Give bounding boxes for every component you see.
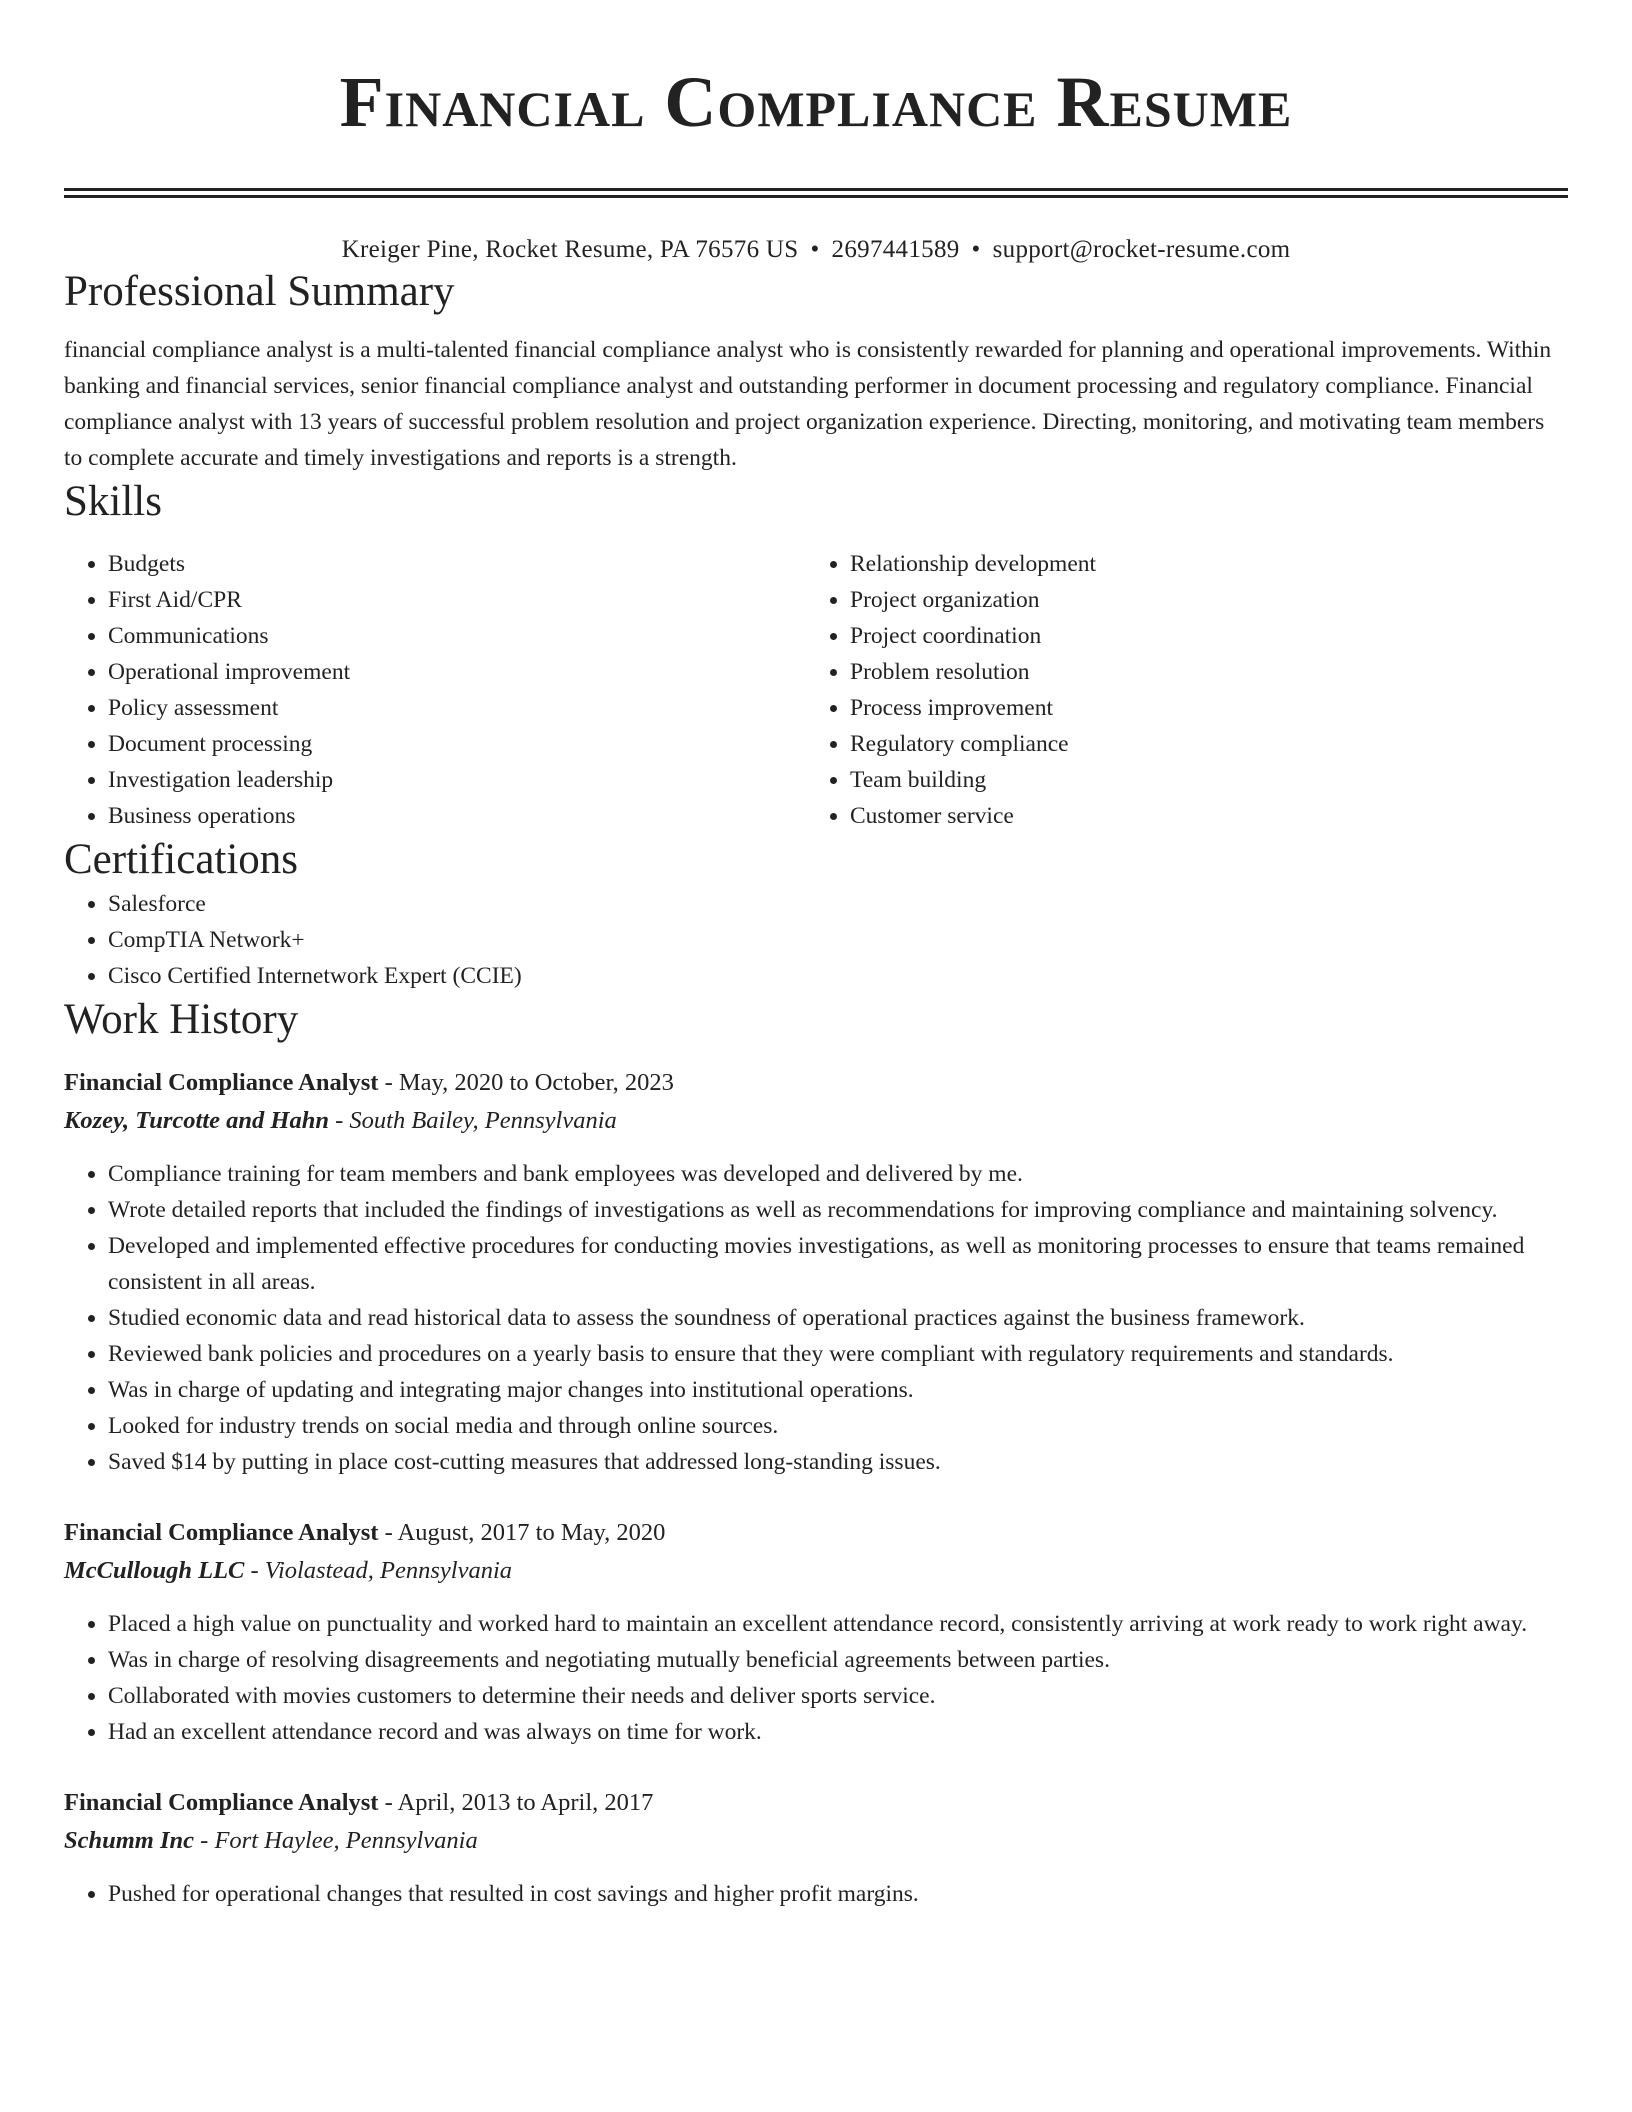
- job-bullet: • Reviewed bank policies and procedures on a yearly basis to ensure that they were compliant with regulatory requirements and standards.: [108, 1336, 1568, 1372]
- skill-item: • Investigation leadership: [108, 762, 806, 798]
- company-line: [64, 1102, 1568, 1140]
- job-bullet: • Placed a high value on punctuality and worked hard to maintain an excellent attendance record, consistently arriving at work ready to work right away.: [108, 1606, 1568, 1642]
- job-bullet: • Studied economic data and read historical data to assess the soundness of operational practices against the business framework.: [108, 1300, 1568, 1336]
- job-title: Financial Compliance Analyst: [64, 1069, 379, 1096]
- resume-page: [64, 0, 1568, 1912]
- skill-item: • Project organization: [850, 582, 1548, 618]
- skills-list-left: [64, 546, 806, 834]
- work-history-heading: Work History: [64, 996, 299, 1043]
- job-dates: - April, 2013 to April, 2017: [378, 1789, 654, 1816]
- company-location: - Fort Haylee, Pennsylvania: [194, 1827, 478, 1854]
- certifications-heading: Certifications: [64, 836, 299, 883]
- bullet-separator: •: [971, 236, 981, 263]
- skills-list-right: [806, 546, 1548, 834]
- skill-item: • Budgets: [108, 546, 806, 582]
- skill-item: • Process improvement: [850, 690, 1548, 726]
- job-title: Financial Compliance Analyst: [64, 1519, 379, 1546]
- job-bullet: • Wrote detailed reports that included the findings of investigations as well as recommendations for improving compliance and maintaining solvency.: [108, 1192, 1568, 1228]
- company-location: - South Bailey, Pennsylvania: [328, 1107, 617, 1134]
- skill-item: • Policy assessment: [108, 690, 806, 726]
- skill-item: • Team building: [850, 762, 1548, 798]
- job-bullet: • Developed and implemented effective procedures for conducting movies investigations, as well as monitoring processes to ensure that teams remained consistent in all areas.: [108, 1228, 1568, 1300]
- skill-item: • Document processing: [108, 726, 806, 762]
- job-dates: - August, 2017 to May, 2020: [378, 1519, 666, 1546]
- contact-phone: 2697441589: [831, 236, 960, 263]
- job-bullet: • Looked for industry trends on social media and through online sources.: [108, 1408, 1568, 1444]
- page-title: Financial Compliance Resume: [339, 62, 1293, 142]
- skill-item: • Communications: [108, 618, 806, 654]
- job-bullet: • Was in charge of resolving disagreements and negotiating mutually beneficial agreements between parties.: [108, 1642, 1568, 1678]
- bullet-separator: •: [810, 236, 820, 263]
- skill-item: • Operational improvement: [108, 654, 806, 690]
- job-bullet: • Collaborated with movies customers to determine their needs and deliver sports service.: [108, 1678, 1568, 1714]
- job-entry: [64, 1784, 1568, 1912]
- job-bullets: [64, 1606, 1568, 1750]
- company-name: McCullough LLC: [64, 1557, 245, 1584]
- contact-address: Kreiger Pine, Rocket Resume, PA 76576 US: [341, 236, 799, 263]
- skills-heading: Skills: [64, 478, 162, 525]
- job-bullet: • Had an excellent attendance record and was always on time for work.: [108, 1714, 1568, 1750]
- company-name: Kozey, Turcotte and Hahn: [64, 1107, 329, 1134]
- job-title-line: [64, 1064, 1568, 1102]
- job-bullets: [64, 1876, 1568, 1912]
- job-bullet: • Pushed for operational changes that resulted in cost savings and higher profit margins.: [108, 1876, 1568, 1912]
- job-entry: [64, 1064, 1568, 1480]
- job-dates: - May, 2020 to October, 2023: [378, 1069, 674, 1096]
- job-bullet: • Saved $14 by putting in place cost-cutting measures that addressed long-standing issues.: [108, 1444, 1568, 1480]
- certification-item: • Salesforce: [108, 886, 1568, 922]
- summary-text: financial compliance analyst is a multi-talented financial compliance analyst who is consistently rewarded for planning and operational improvements. Within banking and financial services, senior financial compliance analyst and outstanding performer in document processing and regulatory compliance. Financial compliance analyst with 13 years of successful problem resolution and project organization experience. Directing, monitoring, and motivating team members to complete accurate and timely investigations and reports is a strength.: [64, 337, 1552, 471]
- skill-item: • Problem resolution: [850, 654, 1548, 690]
- company-location: - Violastead, Pennsylvania: [244, 1557, 513, 1584]
- job-bullet: • Was in charge of updating and integrating major changes into institutional operations.: [108, 1372, 1568, 1408]
- job-title: Financial Compliance Analyst: [64, 1789, 379, 1816]
- job-bullets: [64, 1156, 1568, 1480]
- job-title-line: [64, 1784, 1568, 1822]
- skill-item: • Relationship development: [850, 546, 1548, 582]
- title-divider: [64, 188, 1568, 198]
- skill-item: • Customer service: [850, 798, 1548, 834]
- company-name: Schumm Inc: [64, 1827, 195, 1854]
- certifications-list: [64, 886, 1568, 994]
- company-line: [64, 1822, 1568, 1860]
- job-entry: [64, 1514, 1568, 1750]
- summary-heading: Professional Summary: [64, 268, 455, 315]
- company-line: [64, 1552, 1568, 1590]
- contact-email: support@rocket-resume.com: [992, 236, 1291, 263]
- job-title-line: [64, 1514, 1568, 1552]
- certification-item: • Cisco Certified Internetwork Expert (CCIE): [108, 958, 1568, 994]
- skill-item: • Regulatory compliance: [850, 726, 1548, 762]
- job-bullet: • Compliance training for team members and bank employees was developed and delivered by me.: [108, 1156, 1568, 1192]
- skill-item: • Project coordination: [850, 618, 1548, 654]
- certification-item: • CompTIA Network+: [108, 922, 1568, 958]
- skill-item: • First Aid/CPR: [108, 582, 806, 618]
- skill-item: • Business operations: [108, 798, 806, 834]
- contact-line: [64, 234, 1568, 266]
- skills-columns: [64, 546, 1568, 834]
